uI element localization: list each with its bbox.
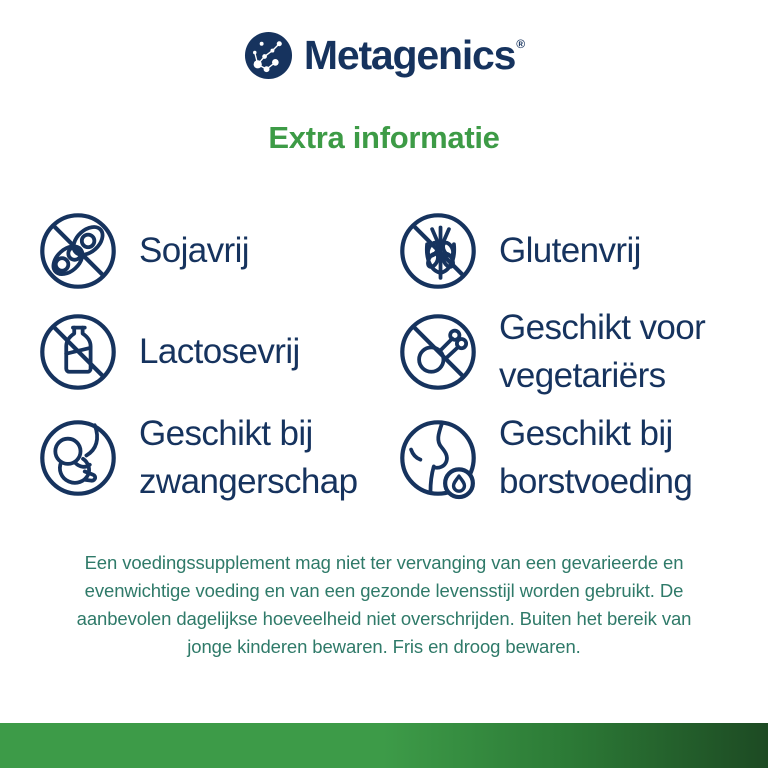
disclaimer-line: jonge kinderen bewaren. Fris en droog bewaren. — [187, 636, 581, 657]
vegetarian-icon — [396, 310, 480, 394]
feature-label: Geschikt voor vegetariërs — [499, 308, 706, 395]
feature-label: Geschikt bij zwangerschap — [139, 414, 358, 501]
feature-label: Glutenvrij — [499, 231, 641, 270]
feature-breastfeeding — [396, 410, 768, 506]
registered-mark: ® — [516, 37, 526, 51]
brand-logo — [0, 0, 768, 80]
feature-soy-free — [36, 209, 396, 293]
feature-pregnancy — [36, 410, 396, 506]
lactose-free-icon — [36, 310, 120, 394]
breastfeeding-icon — [396, 416, 480, 500]
feature-gluten-free — [396, 209, 768, 293]
disclaimer-line: Een voedingssupplement mag niet ter vervanging van een gevarieerde en — [84, 552, 684, 573]
disclaimer-line: evenwichtige voeding en van een gezonde levensstijl worden gebruikt. De — [84, 580, 684, 601]
gluten-free-icon — [396, 209, 480, 293]
brand-name: Metagenics® — [303, 32, 526, 78]
disclaimer-line: aanbevolen dagelijkse hoeveelheid niet overschrijden. Buiten het bereik van — [76, 608, 692, 629]
feature-label: Sojavrij — [139, 231, 249, 270]
feature-lactose-free — [36, 310, 396, 394]
feature-label: Geschikt bij borstvoeding — [499, 414, 693, 501]
page-title: Extra informatie — [268, 120, 500, 155]
pregnancy-icon — [36, 416, 120, 500]
disclaimer-text — [0, 549, 768, 661]
metagenics-globe-icon — [244, 31, 293, 80]
footer-gradient-bar — [0, 723, 768, 768]
feature-grid — [0, 203, 768, 511]
soy-free-icon — [36, 209, 120, 293]
feature-label: Lactosevrij — [139, 332, 300, 371]
feature-vegetarian — [396, 304, 768, 400]
